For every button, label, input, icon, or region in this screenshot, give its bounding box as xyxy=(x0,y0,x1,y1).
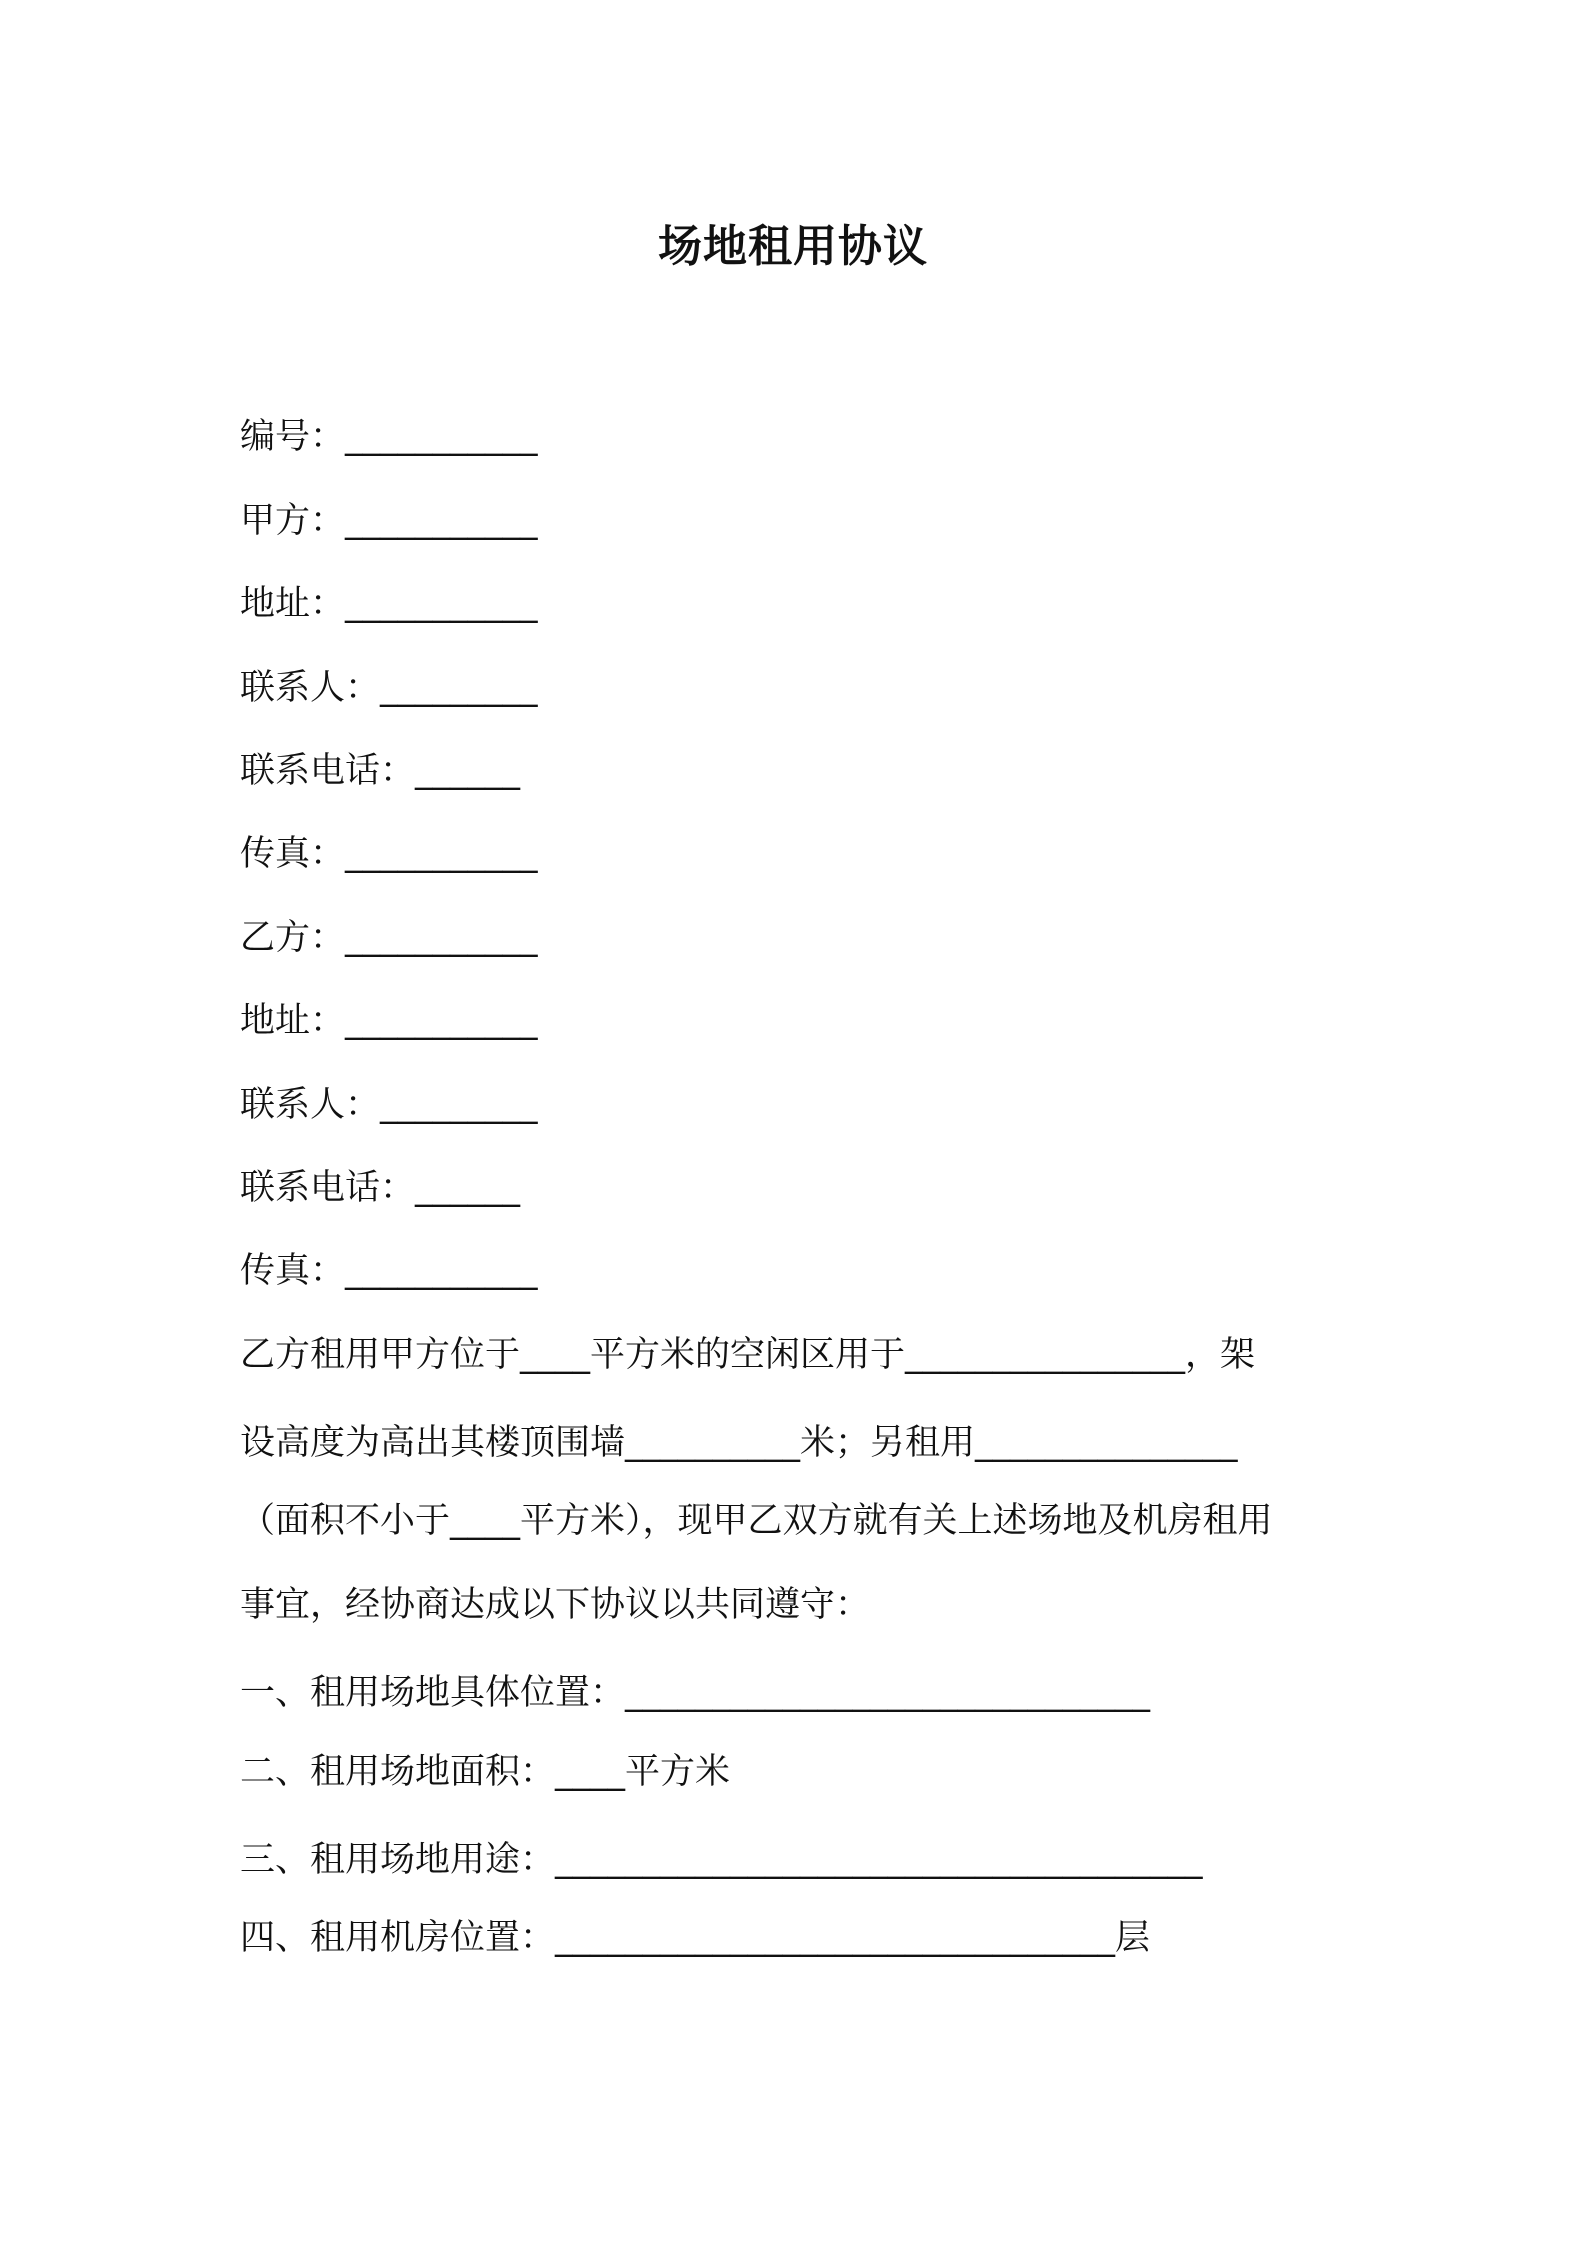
field-party-b-fax: 传真：___________ xyxy=(240,1251,538,1291)
field-party-a-address: 地址：___________ xyxy=(240,584,538,624)
clause-4: 四、租用机房位置：________________________________层 xyxy=(240,1918,1151,1958)
field-party-a-phone: 联系电话：______ xyxy=(240,751,521,791)
field-party-b-address: 地址：___________ xyxy=(240,1001,538,1041)
field-party-a-fax: 传真：___________ xyxy=(240,834,538,874)
intro-line-1: 乙方租用甲方位于____平方米的空闲区用于________________，架 xyxy=(240,1335,1256,1375)
clause-2: 二、租用场地面积：____平方米 xyxy=(240,1752,731,1792)
intro-line-3: （面积不小于____平方米），现甲乙双方就有关上述场地及机房租用 xyxy=(240,1501,1273,1541)
field-party-b-phone: 联系电话：______ xyxy=(240,1168,521,1208)
field-serial-number: 编号：___________ xyxy=(240,417,538,457)
clause-3: 三、租用场地用途：_____________________________________ xyxy=(240,1840,1203,1880)
field-party-a: 甲方：___________ xyxy=(240,501,538,541)
field-party-b-contact: 联系人：_________ xyxy=(240,1085,538,1125)
document-title: 场地租用协议 xyxy=(658,221,928,272)
clause-1: 一、租用场地具体位置：______________________________ xyxy=(240,1673,1151,1713)
field-party-a-contact: 联系人：_________ xyxy=(240,668,538,708)
field-party-b: 乙方：___________ xyxy=(240,918,538,958)
intro-line-2: 设高度为高出其楼顶围墙__________米；另租用_______________ xyxy=(240,1423,1238,1463)
intro-line-4: 事宜，经协商达成以下协议以共同遵守： xyxy=(240,1585,871,1625)
